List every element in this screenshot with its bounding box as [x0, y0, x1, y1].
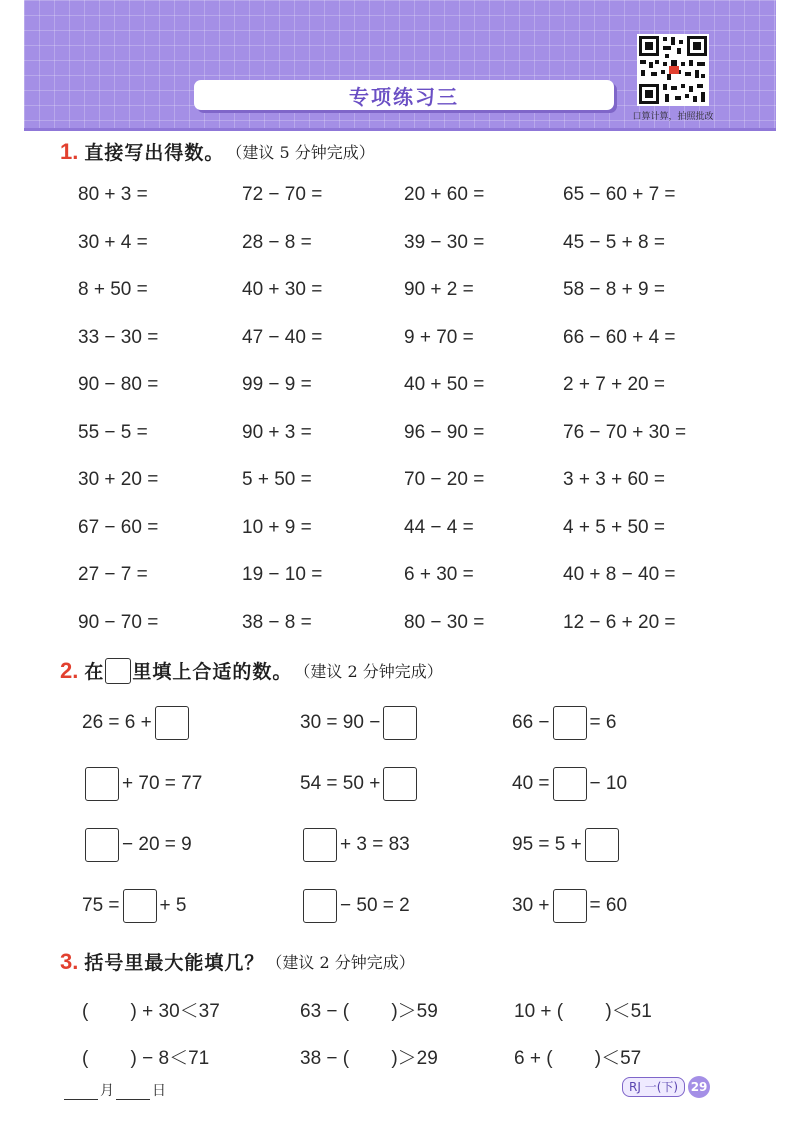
problem-c4-r8: 4 + 5 + 50 = [563, 516, 665, 538]
fill-text-pre: 30 = 90 − [300, 712, 381, 733]
problem-c4-r5: 2 + 7 + 20 = [563, 374, 665, 395]
problem-c3-r3: 90 + 2 = [404, 279, 474, 300]
section-3-title: 括号里最大能填几？ [84, 952, 265, 974]
qr-caption: 口算计算，拍照批改 [632, 112, 714, 122]
problem-c3-r8: 44 − 4 = [404, 516, 474, 538]
answer-box[interactable] [85, 767, 119, 801]
answer-box[interactable] [155, 706, 189, 740]
section-3-hint: （建议 2 分钟完成） [266, 953, 415, 972]
fill-text-pre: 30 + [512, 895, 550, 916]
compare-problem-r2-c3[interactable]: 6 + ( )＜57 [514, 1048, 642, 1069]
compare-problem-r2-c1[interactable]: ( ) − 8＜71 [82, 1048, 210, 1069]
answer-box[interactable] [585, 828, 619, 862]
problem-c1-r6: 55 − 5 = [78, 421, 148, 443]
section-2-hint: （建议 2 分钟完成） [294, 662, 443, 681]
problem-c2-r4: 47 − 40 = [242, 326, 323, 348]
problem-c2-r9: 19 − 10 = [242, 564, 323, 585]
problem-c3-r6: 96 − 90 = [404, 421, 485, 443]
problem-c1-r10: 90 − 70 = [78, 611, 159, 633]
answer-box[interactable] [383, 767, 417, 801]
fill-text-pre: 40 = [512, 773, 550, 794]
problem-c3-r4: 9 + 70 = [404, 326, 474, 348]
blank-box-icon [105, 658, 131, 684]
problem-c4-r6: 76 − 70 + 30 = [563, 421, 687, 443]
problem-c1-r5: 90 − 80 = [78, 374, 159, 395]
fill-text-post: + 70 = 77 [122, 773, 203, 794]
section-2-title-post: 里填上合适的数。 [132, 661, 293, 683]
answer-box[interactable] [303, 889, 337, 923]
fill-problem-r3-c2 [300, 828, 410, 862]
page-title: 专项练习三 [349, 84, 459, 109]
problem-c2-r1: 72 − 70 = [242, 184, 323, 205]
problem-c4-r9: 40 + 8 − 40 = [563, 564, 676, 585]
compare-problem-r1-c3[interactable]: 10 + ( )＜51 [514, 1001, 652, 1022]
fill-problem-r1-c2 [300, 706, 420, 740]
problem-c1-r1: 80 + 3 = [78, 184, 148, 205]
compare-problem-r2-c2[interactable]: 38 − ( )＞29 [300, 1048, 438, 1069]
page-number: 29 [688, 1076, 710, 1098]
section-3-number: 3. [60, 948, 79, 974]
problem-c1-r3: 8 + 50 = [78, 279, 148, 300]
answer-box[interactable] [553, 767, 587, 801]
section-1-number: 1. [60, 138, 79, 164]
problem-c2-r3: 40 + 30 = [242, 279, 323, 300]
section-2-title-pre: 在 [84, 661, 105, 683]
answer-box[interactable] [553, 706, 587, 740]
fill-text-post: = 60 [589, 895, 628, 916]
edition-badge: RJ 一(下) [622, 1077, 685, 1097]
date-line [62, 1080, 166, 1100]
fill-problem-r4-c1 [82, 889, 186, 923]
answer-box[interactable] [553, 889, 587, 923]
month-label: 月 [100, 1083, 114, 1099]
fill-text-pre: 75 = [82, 895, 120, 916]
fill-text-post: − 10 [589, 773, 628, 794]
fill-text-pre: 95 = 5 + [512, 834, 582, 855]
fill-problem-r2-c1 [82, 767, 202, 801]
fill-text-post: − 20 = 9 [122, 834, 192, 855]
title-bar [194, 80, 614, 110]
problem-c1-r8: 67 − 60 = [78, 516, 159, 538]
month-blank[interactable] [64, 1085, 98, 1100]
problem-c2-r6: 90 + 3 = [242, 421, 312, 443]
problem-c3-r7: 70 − 20 = [404, 469, 485, 490]
problem-c1-r4: 33 − 30 = [78, 326, 159, 348]
qr-block [618, 34, 728, 126]
problem-c3-r10: 80 − 30 = [404, 611, 485, 633]
answer-box[interactable] [123, 889, 157, 923]
header-banner [24, 0, 776, 131]
fill-problem-r1-c3 [512, 706, 616, 740]
fill-problem-r3-c1 [82, 828, 192, 862]
fill-problem-r2-c2 [300, 767, 420, 801]
fill-text-post: + 5 [159, 895, 187, 916]
compare-problem-r1-c2[interactable]: 63 − ( )＞59 [300, 1001, 438, 1022]
section-2-number: 2. [60, 657, 79, 683]
section-1-title: 直接写出得数。 [84, 142, 225, 164]
answer-box[interactable] [303, 828, 337, 862]
problem-c4-r3: 58 − 8 + 9 = [563, 279, 665, 300]
problem-c4-r1: 65 − 60 + 7 = [563, 184, 676, 205]
problem-c2-r5: 99 − 9 = [242, 374, 312, 395]
fill-problem-r4-c3 [512, 889, 627, 923]
problem-c1-r2: 30 + 4 = [78, 231, 148, 253]
problem-c3-r1: 20 + 60 = [404, 184, 485, 205]
problem-c2-r2: 28 − 8 = [242, 231, 312, 253]
section-3-heading [60, 948, 415, 975]
answer-box[interactable] [85, 828, 119, 862]
day-label: 日 [152, 1083, 166, 1099]
compare-problem-r1-c1[interactable]: ( ) + 30＜37 [82, 1001, 220, 1022]
fill-text-post: + 3 = 83 [340, 834, 410, 855]
problem-c3-r9: 6 + 30 = [404, 564, 474, 585]
problem-c2-r7: 5 + 50 = [242, 469, 312, 490]
page-footer [622, 1076, 710, 1098]
fill-problem-r3-c3 [512, 828, 622, 862]
day-blank[interactable] [116, 1085, 150, 1100]
problem-c1-r9: 27 − 7 = [78, 564, 148, 585]
section-2-heading [60, 657, 443, 684]
answer-box[interactable] [383, 706, 417, 740]
fill-text-pre: 66 − [512, 712, 550, 733]
problem-c4-r7: 3 + 3 + 60 = [563, 469, 665, 490]
section-1-heading [60, 138, 375, 165]
problem-c1-r7: 30 + 20 = [78, 469, 159, 490]
fill-problem-r4-c2 [300, 889, 410, 923]
problem-c4-r10: 12 − 6 + 20 = [563, 611, 676, 633]
problem-c3-r5: 40 + 50 = [404, 374, 485, 395]
problem-c4-r2: 45 − 5 + 8 = [563, 231, 665, 253]
fill-text-pre: 54 = 50 + [300, 773, 381, 794]
problem-c4-r4: 66 − 60 + 4 = [563, 326, 676, 348]
fill-text-post: − 50 = 2 [340, 895, 410, 916]
problem-c3-r2: 39 − 30 = [404, 231, 485, 253]
fill-problem-r1-c1 [82, 706, 192, 740]
fill-problem-r2-c3 [512, 767, 627, 801]
qr-code-icon[interactable] [637, 34, 709, 106]
fill-text-post: = 6 [589, 712, 617, 733]
fill-text-pre: 26 = 6 + [82, 712, 152, 733]
problem-c2-r8: 10 + 9 = [242, 516, 312, 538]
problem-c2-r10: 38 − 8 = [242, 611, 312, 633]
section-1-hint: （建议 5 分钟完成） [226, 143, 375, 162]
